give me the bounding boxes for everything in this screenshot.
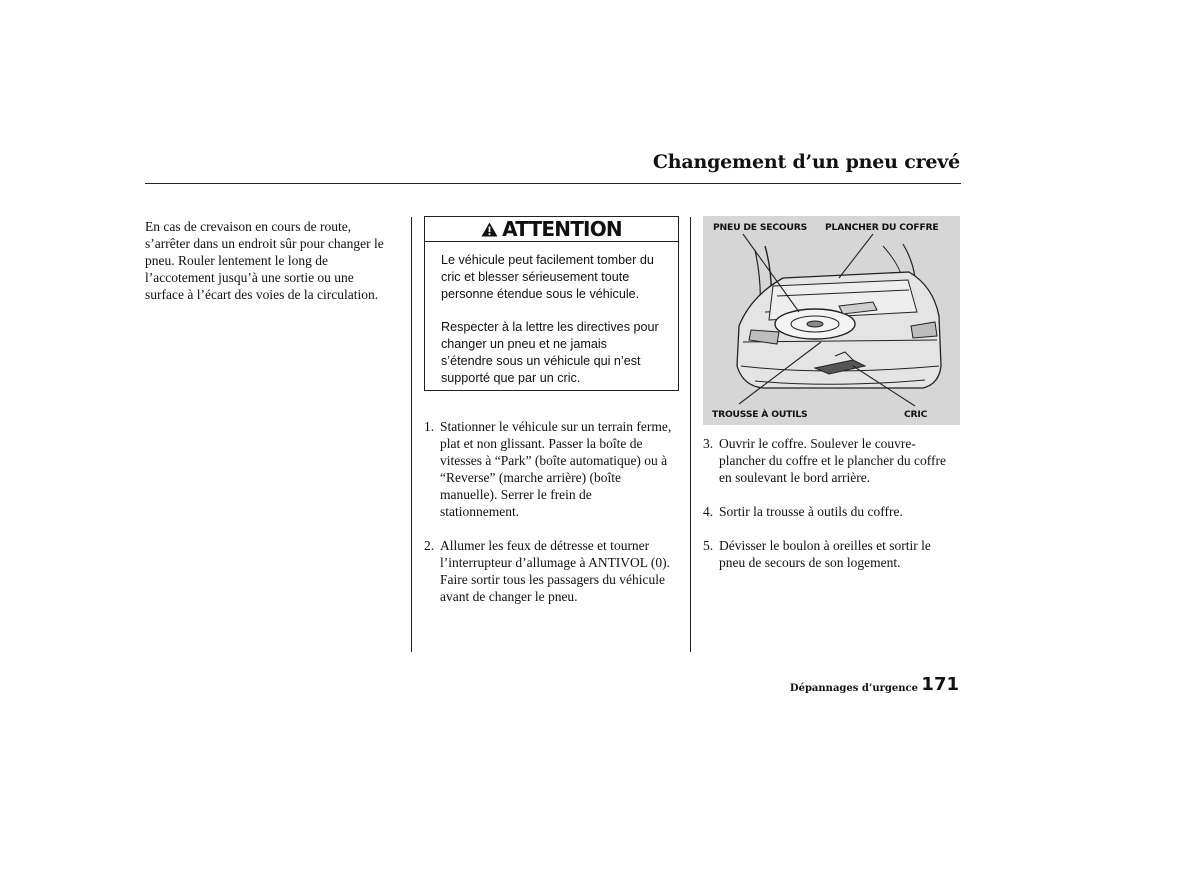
step-line: plat et non glissant. Passer la boîte de [440, 436, 643, 451]
column-divider-right [690, 217, 691, 652]
warning-line: Respecter à la lettre les directives pour [441, 320, 659, 334]
step-line: Faire sortir tous les passagers du véhicule [440, 572, 665, 587]
step-number: 2. [424, 538, 435, 553]
step-text [440, 537, 670, 605]
step-line: plancher du coffre et le plancher du coffre [719, 453, 947, 468]
warning-triangle-icon [481, 222, 498, 237]
warning-box [424, 216, 679, 391]
warning-line: supporté que par un cric. [441, 371, 581, 385]
step-line: Allumer les feux de détresse et tourner [440, 538, 650, 553]
step-line: stationnement. [440, 504, 520, 519]
step-line: pneu de secours de son logement. [719, 555, 901, 570]
intro-line: surface à l’écart des voies de la circulation. [145, 287, 379, 302]
intro-line: s’arrêter dans un endroit sûr pour changer le [145, 236, 384, 251]
intro-line: pneu. Rouler lentement le long de [145, 253, 328, 268]
label-spare-tire: PNEU DE SECOURS [713, 222, 808, 233]
page-number: 171 [921, 674, 959, 695]
step-item [424, 418, 686, 520]
intro-line: l’accotement jusqu’à une sortie ou une [145, 270, 354, 285]
warning-line: changer un pneu et ne jamais [441, 337, 607, 351]
step-line: en soulevant le bord arrière. [719, 470, 871, 485]
step-text [719, 503, 903, 520]
page-title: Changement d’un pneu crevé [652, 151, 960, 173]
warning-paragraph-2 [441, 319, 664, 387]
warning-line: personne étendue sous le véhicule. [441, 287, 640, 301]
label-jack: CRIC [904, 409, 928, 420]
label-tool-kit: TROUSSE À OUTILS [712, 409, 808, 420]
warning-body [425, 242, 678, 387]
step-number: 3. [703, 436, 714, 451]
warning-line: Le véhicule peut facilement tomber du [441, 253, 654, 267]
warning-line: s’étendre sous un véhicule qui n’est [441, 354, 641, 368]
warning-paragraph-1 [441, 252, 664, 303]
step-text [719, 435, 946, 486]
step-line: l’interrupteur d’allumage à ANTIVOL (0). [440, 555, 671, 570]
step-line: manuelle). Serrer le frein de [440, 487, 592, 502]
step-number: 5. [703, 538, 714, 553]
trunk-figure [703, 216, 960, 425]
step-number: 1. [424, 419, 435, 434]
step-line: “Reverse” (marche arrière) (boîte [440, 470, 622, 485]
intro-line: En cas de crevaison en cours de route, [145, 219, 352, 234]
step-line: Ouvrir le coffre. Soulever le couvre- [719, 436, 916, 451]
step-line: Dévisser le boulon à oreilles et sortir le [719, 538, 931, 553]
trunk-illustration [703, 216, 960, 425]
warning-label: ATTENTION [502, 217, 622, 241]
step-line: Stationner le véhicule sur un terrain ferme, [440, 419, 672, 434]
step-item [703, 435, 965, 486]
step-line: Sortir la trousse à outils du coffre. [719, 504, 903, 519]
step-line: avant de changer le pneu. [440, 589, 578, 604]
step-line: vitesses à “Park” (boîte automatique) ou à [440, 453, 668, 468]
step-text [440, 418, 671, 520]
warning-line: cric et blesser sérieusement toute [441, 270, 630, 284]
step-item [703, 537, 965, 571]
steps-right [703, 435, 965, 588]
label-trunk-floor: PLANCHER DU COFFRE [825, 222, 939, 233]
warning-header [425, 217, 678, 242]
step-text [719, 537, 931, 571]
footer-section-name: Dépannages d’urgence [789, 683, 918, 694]
step-item [703, 503, 965, 520]
intro-paragraph [145, 218, 401, 303]
column-divider-left [411, 217, 412, 652]
step-item [424, 537, 686, 605]
steps-left [424, 418, 686, 622]
step-number: 4. [703, 504, 714, 519]
title-rule [145, 183, 961, 184]
